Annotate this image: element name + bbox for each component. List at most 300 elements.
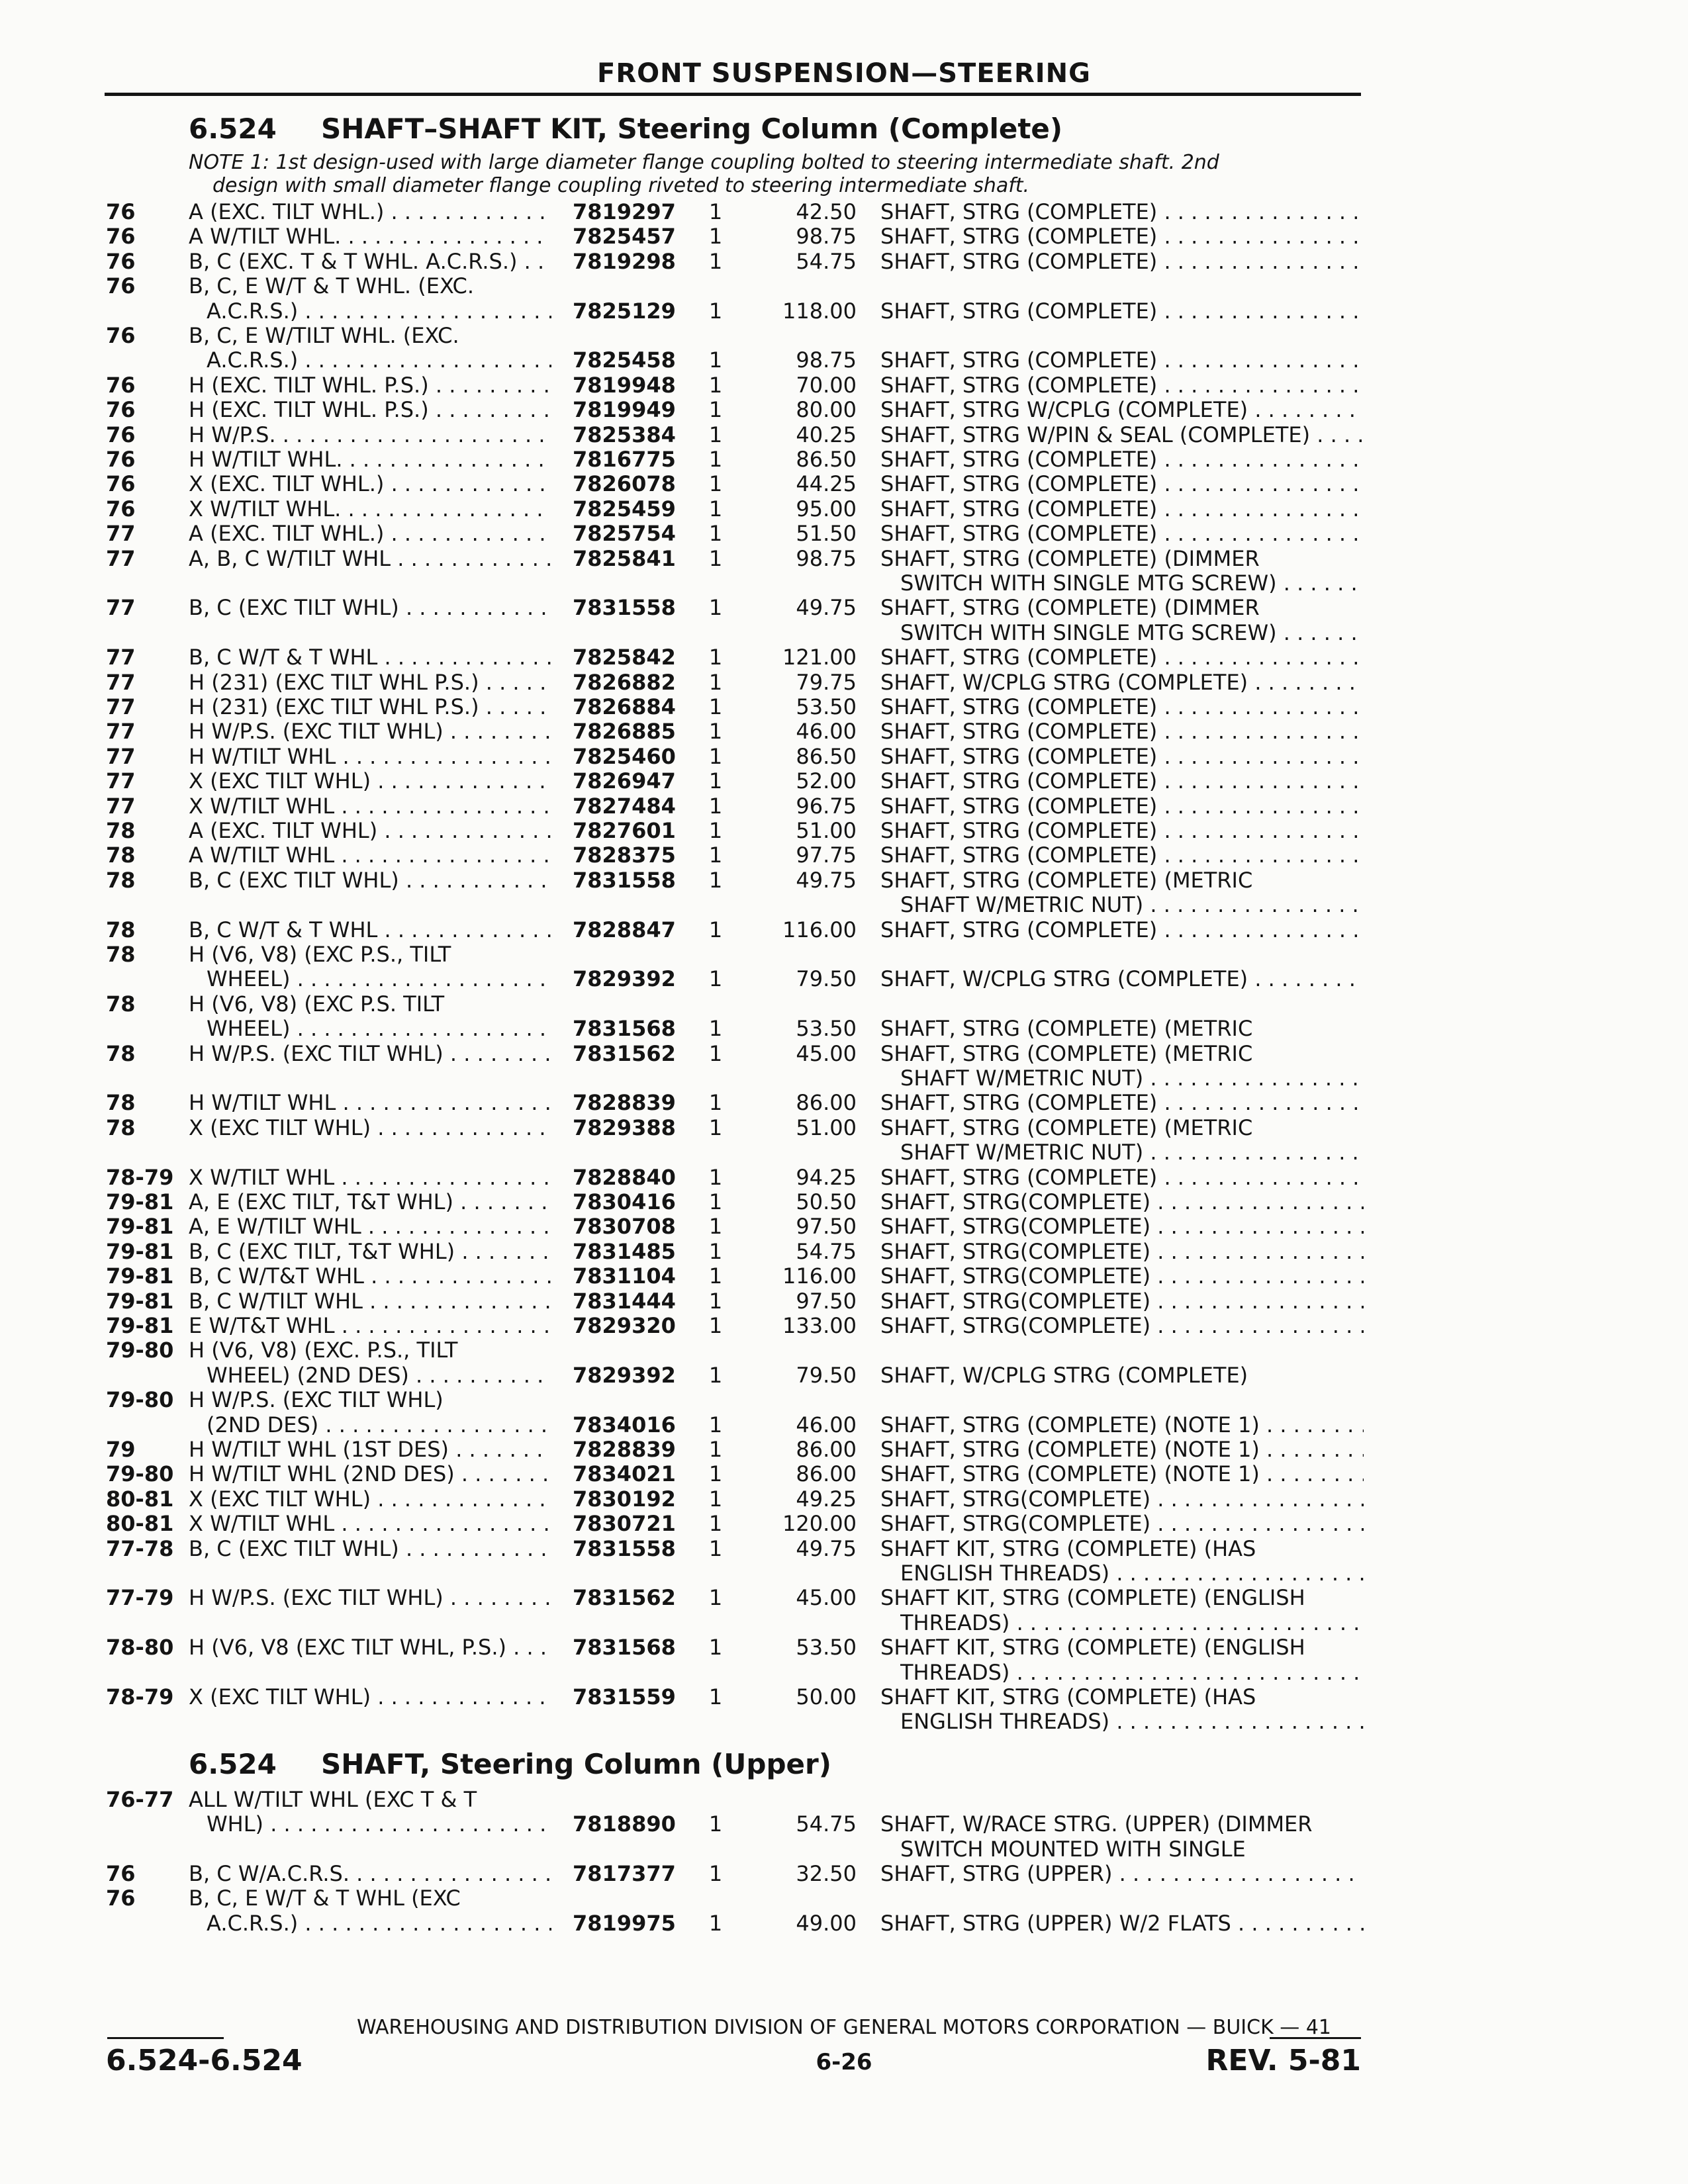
- price-cell: 49.00: [796, 1910, 857, 1936]
- quantity-cell: 1: [708, 397, 723, 423]
- table-row-continuation: [0, 299, 1688, 324]
- part-number-cell: 7829388: [573, 1115, 676, 1140]
- quantity-cell: 1: [708, 1511, 723, 1537]
- part-number-cell: 7831568: [573, 1635, 676, 1661]
- price-cell: 97.50: [796, 1214, 857, 1240]
- description-cell: SHAFT, STRG (COMPLETE) . . .: [880, 299, 1364, 324]
- table-row: [0, 819, 1688, 843]
- application-cell: B, C (EXC. T & T WHL. A.C.R.S.) . . .: [189, 250, 551, 274]
- application-cell: H W/P.S. (EXC TILT WHL): [189, 1388, 444, 1413]
- table-row: [0, 843, 1688, 868]
- application-cell: X (EXC TILT WHL) . . .: [189, 1685, 551, 1709]
- application-cell: WHEEL) . . .: [207, 1017, 551, 1041]
- year-cell: 78: [106, 1090, 136, 1116]
- quantity-cell: 1: [708, 645, 723, 670]
- description-cell: SHAFT, STRG(COMPLETE) . . .: [880, 1264, 1364, 1289]
- application-cell: B, C, E W/T & T WHL. (EXC.: [189, 274, 475, 299]
- footer-page-number: 6-26: [816, 2049, 872, 2075]
- price-cell: 97.50: [796, 1288, 857, 1314]
- year-cell: 79-81: [106, 1288, 174, 1314]
- application-cell: A, E (EXC TILT, T&T WHL) . . .: [189, 1190, 551, 1214]
- price-cell: 42.50: [796, 199, 857, 224]
- table-row: [0, 992, 1688, 1017]
- application-cell: A (EXC. TILT WHL.) . . .: [189, 522, 551, 546]
- description-cell: SHAFT W/METRIC NUT) . . .: [900, 893, 1364, 917]
- description-cell: SHAFT, W/CPLG STRG (COMPLETE): [880, 1363, 1248, 1388]
- table-row: [0, 1289, 1688, 1314]
- application-cell: H W/TILT WHL . . .: [189, 745, 551, 769]
- part-number-cell: 7830192: [573, 1486, 676, 1512]
- price-cell: 51.00: [796, 818, 857, 843]
- part-number-cell: 7831559: [573, 1684, 676, 1709]
- table-row: [0, 423, 1688, 447]
- price-cell: 79.75: [796, 669, 857, 695]
- price-cell: 46.00: [796, 719, 857, 745]
- description-cell: SHAFT, STRG (COMPLETE) . . .: [880, 1091, 1364, 1115]
- application-cell: H W/TILT WHL (1ST DES) . . .: [189, 1437, 551, 1462]
- description-cell: SHAFT, STRG(COMPLETE) . . .: [880, 1214, 1364, 1239]
- description-cell: SHAFT, STRG (COMPLETE) . . .: [880, 843, 1364, 868]
- price-cell: 118.00: [782, 298, 857, 324]
- application-cell: A W/TILT WHL . . .: [189, 843, 551, 868]
- description-cell: SHAFT, STRG (COMPLETE) . . .: [880, 497, 1364, 522]
- year-cell: 76: [106, 496, 136, 522]
- section-note: [189, 151, 1219, 197]
- part-number-cell: 7831104: [573, 1263, 676, 1289]
- part-number-cell: 7819975: [573, 1910, 676, 1936]
- quantity-cell: 1: [708, 1115, 723, 1140]
- description-cell: SHAFT, STRG (COMPLETE) . . .: [880, 200, 1364, 224]
- description-cell: SHAFT, STRG (COMPLETE) (METRIC: [880, 1041, 1253, 1066]
- description-cell: SHAFT, STRG (COMPLETE) . . .: [880, 250, 1364, 274]
- year-cell: 79-81: [106, 1238, 174, 1264]
- application-cell: H (V6, V8) (EXC P.S., TILT: [189, 942, 451, 967]
- description-cell: SHAFT, STRG W/PIN & SEAL (COMPLETE) . . .: [880, 423, 1364, 447]
- year-cell: 77-79: [106, 1585, 174, 1611]
- table-row: [0, 1487, 1688, 1512]
- description-cell: SHAFT, W/CPLG STRG (COMPLETE) . . .: [880, 670, 1364, 695]
- quantity-cell: 1: [708, 1313, 723, 1338]
- part-number-cell: 7831568: [573, 1016, 676, 1042]
- part-number-cell: 7830708: [573, 1214, 676, 1240]
- price-cell: 49.75: [796, 867, 857, 893]
- description-cell: SHAFT, STRG (COMPLETE) . . .: [880, 224, 1364, 249]
- quantity-cell: 1: [708, 372, 723, 398]
- quantity-cell: 1: [708, 521, 723, 547]
- year-cell: 77: [106, 645, 136, 670]
- table-row: [0, 1886, 1688, 1911]
- year-cell: 76-77: [106, 1786, 174, 1812]
- year-cell: 76: [106, 199, 136, 224]
- application-cell: X (EXC. TILT WHL.) . . .: [189, 472, 551, 496]
- description-cell: SWITCH WITH SINGLE MTG SCREW) . . .: [900, 571, 1364, 596]
- description-cell: SHAFT, STRG(COMPLETE) . . .: [880, 1289, 1364, 1314]
- price-cell: 32.50: [796, 1861, 857, 1886]
- description-cell: SHAFT KIT, STRG (COMPLETE) (HAS: [880, 1685, 1256, 1709]
- application-cell: H (EXC. TILT WHL. P.S.) . . .: [189, 373, 551, 398]
- year-cell: 79-81: [106, 1313, 174, 1338]
- part-number-cell: 7826882: [573, 669, 676, 695]
- year-cell: 76: [106, 1861, 136, 1886]
- year-cell: 76: [106, 224, 136, 250]
- price-cell: 44.25: [796, 471, 857, 497]
- description-cell: SHAFT, STRG (COMPLETE) (METRIC: [880, 1017, 1253, 1042]
- part-number-cell: 7831562: [573, 1585, 676, 1611]
- application-cell: H (V6, V8) (EXC P.S. TILT: [189, 991, 445, 1017]
- quantity-cell: 1: [708, 818, 723, 843]
- application-cell: E W/T&T WHL . . .: [189, 1314, 551, 1338]
- price-cell: 133.00: [782, 1313, 857, 1338]
- table-row: [0, 497, 1688, 522]
- application-cell: A, E W/TILT WHL . . .: [189, 1214, 551, 1239]
- table-row-continuation: [0, 1413, 1688, 1437]
- part-number-cell: 7819297: [573, 199, 676, 224]
- application-cell: H W/TILT WHL. . . .: [189, 447, 551, 472]
- section-heading: [189, 1748, 831, 1780]
- description-cell: SHAFT, STRG(COMPLETE) . . .: [880, 1240, 1364, 1264]
- year-cell: 78: [106, 1115, 136, 1140]
- quantity-cell: 1: [708, 1214, 723, 1240]
- description-cell: SHAFT, STRG (COMPLETE) . . .: [880, 645, 1364, 670]
- year-cell: 79-80: [106, 1338, 174, 1363]
- description-cell: SHAFT, STRG (COMPLETE) (METRIC: [880, 868, 1253, 893]
- application-cell: X (EXC TILT WHL) . . .: [189, 769, 551, 794]
- quantity-cell: 1: [708, 1238, 723, 1264]
- application-cell: B, C (EXC TILT WHL) . . .: [189, 1537, 551, 1561]
- year-cell: 80-81: [106, 1486, 174, 1512]
- footer-revision: REV. 5-81: [1205, 2044, 1361, 2077]
- table-row: [0, 745, 1688, 769]
- application-cell: H (231) (EXC TILT WHL P.S.) . . .: [189, 670, 551, 695]
- price-cell: 94.25: [796, 1164, 857, 1190]
- part-number-cell: 7825129: [573, 298, 676, 324]
- quantity-cell: 1: [708, 1164, 723, 1190]
- price-cell: 86.50: [796, 447, 857, 472]
- application-cell: A (EXC. TILT WHL) . . .: [189, 819, 551, 843]
- quantity-cell: 1: [708, 1635, 723, 1661]
- year-cell: 79-80: [106, 1461, 174, 1487]
- table-row: [0, 373, 1688, 398]
- description-cell: SHAFT, STRG(COMPLETE) . . .: [880, 1190, 1364, 1214]
- part-number-cell: 7831562: [573, 1040, 676, 1066]
- table-row: [0, 868, 1688, 893]
- table-row: [0, 547, 1688, 571]
- table-row: [0, 224, 1688, 249]
- application-cell: WHEEL) . . .: [207, 967, 551, 991]
- year-cell: 78-80: [106, 1635, 174, 1661]
- application-cell: ALL W/TILT WHL (EXC T & T: [189, 1787, 477, 1812]
- year-cell: 80-81: [106, 1511, 174, 1537]
- table-row-continuation: [0, 621, 1688, 645]
- table-row: [0, 1388, 1688, 1412]
- quantity-cell: 1: [708, 743, 723, 769]
- table-row-continuation: [0, 893, 1688, 917]
- description-cell: SHAFT W/METRIC NUT) . . .: [900, 1140, 1364, 1165]
- year-cell: 76: [106, 273, 136, 299]
- year-cell: 79-81: [106, 1189, 174, 1214]
- part-number-cell: 7819949: [573, 397, 676, 423]
- application-cell: H W/P.S. (EXC TILT WHL) . . .: [189, 1586, 551, 1610]
- description-cell: SHAFT, STRG (COMPLETE) . . .: [880, 769, 1364, 794]
- table-row: [0, 1116, 1688, 1140]
- part-number-cell: 7826884: [573, 694, 676, 719]
- table-row: [0, 274, 1688, 298]
- description-cell: SHAFT, STRG (COMPLETE) (NOTE 1) . . .: [880, 1437, 1364, 1462]
- price-cell: 46.00: [796, 1412, 857, 1437]
- application-cell: X W/TILT WHL . . .: [189, 1512, 551, 1536]
- table-row: [0, 522, 1688, 546]
- description-cell: SHAFT, STRG (COMPLETE) . . .: [880, 522, 1364, 546]
- year-cell: 76: [106, 471, 136, 497]
- description-cell: SHAFT, STRG (UPPER) W/2 FLATS . . .: [880, 1911, 1364, 1936]
- price-cell: 70.00: [796, 372, 857, 398]
- table-row: [0, 719, 1688, 744]
- year-cell: 76: [106, 248, 136, 274]
- part-number-cell: 7828847: [573, 917, 676, 942]
- description-cell: THREADS) . . .: [900, 1611, 1364, 1635]
- table-row: [0, 250, 1688, 274]
- table-row-continuation: [0, 1140, 1688, 1165]
- price-cell: 53.50: [796, 694, 857, 719]
- section-number: 6.524: [189, 1747, 277, 1780]
- table-row: [0, 1586, 1688, 1610]
- price-cell: 86.50: [796, 743, 857, 769]
- section-title: SHAFT, Steering Column (Upper): [321, 1747, 831, 1780]
- year-cell: 78: [106, 991, 136, 1017]
- description-cell: SHAFT, STRG (COMPLETE) (METRIC: [880, 1115, 1253, 1140]
- part-number-cell: 7826078: [573, 471, 676, 497]
- part-number-cell: 7825459: [573, 496, 676, 522]
- table-row-continuation: [0, 348, 1688, 373]
- price-cell: 86.00: [796, 1461, 857, 1487]
- quantity-cell: 1: [708, 1288, 723, 1314]
- year-cell: 78: [106, 867, 136, 893]
- table-row-continuation: [0, 1837, 1688, 1862]
- table-row: [0, 1512, 1688, 1536]
- table-row: [0, 1788, 1688, 1812]
- part-number-cell: 7825841: [573, 545, 676, 571]
- quantity-cell: 1: [708, 768, 723, 794]
- table-row-continuation: [0, 1066, 1688, 1091]
- table-row: [0, 1338, 1688, 1363]
- year-cell: 78: [106, 842, 136, 868]
- quantity-cell: 1: [708, 1585, 723, 1611]
- price-cell: 79.50: [796, 966, 857, 992]
- price-cell: 80.00: [796, 397, 857, 423]
- description-cell: ENGLISH THREADS) . . .: [900, 1561, 1364, 1586]
- year-cell: 77: [106, 545, 136, 571]
- part-number-cell: 7825754: [573, 521, 676, 547]
- price-cell: 51.50: [796, 521, 857, 547]
- part-number-cell: 7831485: [573, 1238, 676, 1264]
- quantity-cell: 1: [708, 298, 723, 324]
- description-cell: SHAFT, STRG (COMPLETE) (NOTE 1) . . .: [880, 1462, 1364, 1486]
- quantity-cell: 1: [708, 447, 723, 472]
- description-cell: SHAFT, STRG(COMPLETE) . . .: [880, 1512, 1364, 1536]
- section-title: SHAFT–SHAFT KIT, Steering Column (Complete): [321, 113, 1063, 145]
- year-cell: 77: [106, 595, 136, 621]
- price-cell: 79.50: [796, 1362, 857, 1388]
- part-number-cell: 7827601: [573, 818, 676, 843]
- description-cell: SHAFT, STRG(COMPLETE) . . .: [880, 1314, 1364, 1338]
- price-cell: 50.50: [796, 1189, 857, 1214]
- quantity-cell: 1: [708, 199, 723, 224]
- part-number-cell: 7825457: [573, 224, 676, 250]
- description-cell: SHAFT, STRG (COMPLETE) . . .: [880, 1165, 1364, 1190]
- price-cell: 97.75: [796, 842, 857, 868]
- quantity-cell: 1: [708, 1486, 723, 1512]
- part-number-cell: 7825460: [573, 743, 676, 769]
- note-line: NOTE 1: 1st design-used with large diameter flange coupling bolted to steering intermediate shaft. 2nd: [189, 151, 1219, 174]
- quantity-cell: 1: [708, 867, 723, 893]
- year-cell: 76: [106, 1886, 136, 1911]
- price-cell: 54.75: [796, 248, 857, 274]
- table-row: [0, 1214, 1688, 1239]
- year-cell: 77: [106, 768, 136, 794]
- year-cell: 78: [106, 1040, 136, 1066]
- application-cell: H W/P.S. (EXC TILT WHL) . . .: [189, 719, 551, 744]
- application-cell: H (EXC. TILT WHL. P.S.) . . .: [189, 398, 551, 422]
- price-cell: 49.25: [796, 1486, 857, 1512]
- part-number-cell: 7818890: [573, 1811, 676, 1837]
- price-cell: 53.50: [796, 1016, 857, 1042]
- table-row-continuation: [0, 1363, 1688, 1388]
- description-cell: SHAFT, STRG (COMPLETE) . . .: [880, 373, 1364, 398]
- application-cell: H (V6, V8) (EXC. P.S., TILT: [189, 1338, 458, 1363]
- quantity-cell: 1: [708, 719, 723, 745]
- part-number-cell: 7825458: [573, 347, 676, 373]
- quantity-cell: 1: [708, 545, 723, 571]
- table-row: [0, 1462, 1688, 1486]
- year-cell: 77: [106, 521, 136, 547]
- year-cell: 76: [106, 397, 136, 423]
- table-row: [0, 1862, 1688, 1886]
- quantity-cell: 1: [708, 669, 723, 695]
- price-cell: 116.00: [782, 917, 857, 942]
- table-row-continuation: [0, 1017, 1688, 1041]
- description-cell: SHAFT, STRG (COMPLETE) . . .: [880, 447, 1364, 472]
- price-cell: 86.00: [796, 1090, 857, 1116]
- application-cell: H W/TILT WHL . . .: [189, 1091, 551, 1115]
- quantity-cell: 1: [708, 1684, 723, 1709]
- application-cell: A.C.R.S.) . . .: [207, 299, 551, 324]
- year-cell: 77-78: [106, 1535, 174, 1561]
- table-row: [0, 645, 1688, 670]
- application-cell: A.C.R.S.) . . .: [207, 348, 551, 373]
- part-number-cell: 7825842: [573, 645, 676, 670]
- year-cell: 77: [106, 793, 136, 819]
- quantity-cell: 1: [708, 1362, 723, 1388]
- year-cell: 78: [106, 818, 136, 843]
- table-row-continuation: [0, 1812, 1688, 1837]
- table-row: [0, 670, 1688, 695]
- price-cell: 116.00: [782, 1263, 857, 1289]
- part-number-cell: 7819298: [573, 248, 676, 274]
- price-cell: 120.00: [782, 1511, 857, 1537]
- table-row: [0, 1240, 1688, 1264]
- part-number-cell: 7830416: [573, 1189, 676, 1214]
- quantity-cell: 1: [708, 471, 723, 497]
- price-cell: 45.00: [796, 1040, 857, 1066]
- quantity-cell: 1: [708, 1910, 723, 1936]
- part-number-cell: 7826947: [573, 768, 676, 794]
- table-row: [0, 794, 1688, 819]
- year-cell: 78: [106, 942, 136, 967]
- application-cell: WHEEL) (2ND DES) . . .: [207, 1363, 551, 1388]
- table-row-continuation: [0, 1709, 1688, 1734]
- description-cell: SHAFT, STRG (COMPLETE) . . .: [880, 745, 1364, 769]
- table-row: [0, 472, 1688, 496]
- price-cell: 86.00: [796, 1437, 857, 1462]
- price-cell: 96.75: [796, 793, 857, 819]
- application-cell: X W/TILT WHL . . .: [189, 1165, 551, 1190]
- price-cell: 40.25: [796, 422, 857, 447]
- table-row: [0, 918, 1688, 942]
- part-number-cell: 7829392: [573, 966, 676, 992]
- year-cell: 77: [106, 669, 136, 695]
- year-cell: 76: [106, 422, 136, 447]
- description-cell: SHAFT, STRG (COMPLETE) (DIMMER: [880, 596, 1260, 621]
- application-cell: X W/TILT WHL . . .: [189, 794, 551, 819]
- quantity-cell: 1: [708, 842, 723, 868]
- description-cell: SHAFT, W/RACE STRG. (UPPER) (DIMMER: [880, 1812, 1313, 1837]
- title-rule: [105, 93, 1361, 96]
- table-row-continuation: [0, 1611, 1688, 1635]
- application-cell: B, C (EXC TILT WHL) . . .: [189, 596, 551, 620]
- application-cell: H (231) (EXC TILT WHL P.S.) . . .: [189, 695, 551, 719]
- table-row: [0, 447, 1688, 472]
- part-number-cell: 7834016: [573, 1412, 676, 1437]
- part-number-cell: 7819948: [573, 372, 676, 398]
- year-cell: 76: [106, 447, 136, 472]
- table-row: [0, 596, 1688, 620]
- table-row: [0, 942, 1688, 967]
- application-cell: A W/TILT WHL. . . .: [189, 224, 551, 249]
- description-cell: SHAFT, STRG (UPPER) . . .: [880, 1862, 1364, 1886]
- table-row: [0, 200, 1688, 224]
- year-cell: 77: [106, 694, 136, 719]
- application-cell: B, C, E W/T & T WHL (EXC: [189, 1886, 461, 1911]
- part-number-cell: 7831558: [573, 1535, 676, 1561]
- price-cell: 98.75: [796, 347, 857, 373]
- table-row: [0, 1190, 1688, 1214]
- quantity-cell: 1: [708, 1016, 723, 1042]
- table-row: [0, 1685, 1688, 1709]
- quantity-cell: 1: [708, 248, 723, 274]
- application-cell: H W/P.S. (EXC TILT WHL) . . .: [189, 1042, 551, 1066]
- quantity-cell: 1: [708, 694, 723, 719]
- description-cell: SHAFT KIT, STRG (COMPLETE) (ENGLISH: [880, 1635, 1305, 1661]
- quantity-cell: 1: [708, 793, 723, 819]
- table-row: [0, 1264, 1688, 1289]
- application-cell: B, C (EXC TILT WHL) . . .: [189, 868, 551, 893]
- quantity-cell: 1: [708, 224, 723, 250]
- section-number: 6.524: [189, 113, 277, 145]
- application-cell: (2ND DES) . . .: [207, 1413, 551, 1437]
- application-cell: B, C (EXC TILT, T&T WHL) . . .: [189, 1240, 551, 1264]
- quantity-cell: 1: [708, 1412, 723, 1437]
- application-cell: A (EXC. TILT WHL.) . . .: [189, 200, 551, 224]
- part-number-cell: 7831558: [573, 867, 676, 893]
- part-number-cell: 7831558: [573, 595, 676, 621]
- table-row-continuation: [0, 1561, 1688, 1586]
- quantity-cell: 1: [708, 1535, 723, 1561]
- quantity-cell: 1: [708, 1263, 723, 1289]
- application-cell: B, C, E W/TILT WHL. (EXC.: [189, 324, 459, 348]
- footer-division-text: WAREHOUSING AND DISTRIBUTION DIVISION OF GENERAL MOTORS CORPORATION — BUICK — 41: [356, 2016, 1332, 2039]
- price-cell: 49.75: [796, 1535, 857, 1561]
- table-row-continuation: [0, 571, 1688, 596]
